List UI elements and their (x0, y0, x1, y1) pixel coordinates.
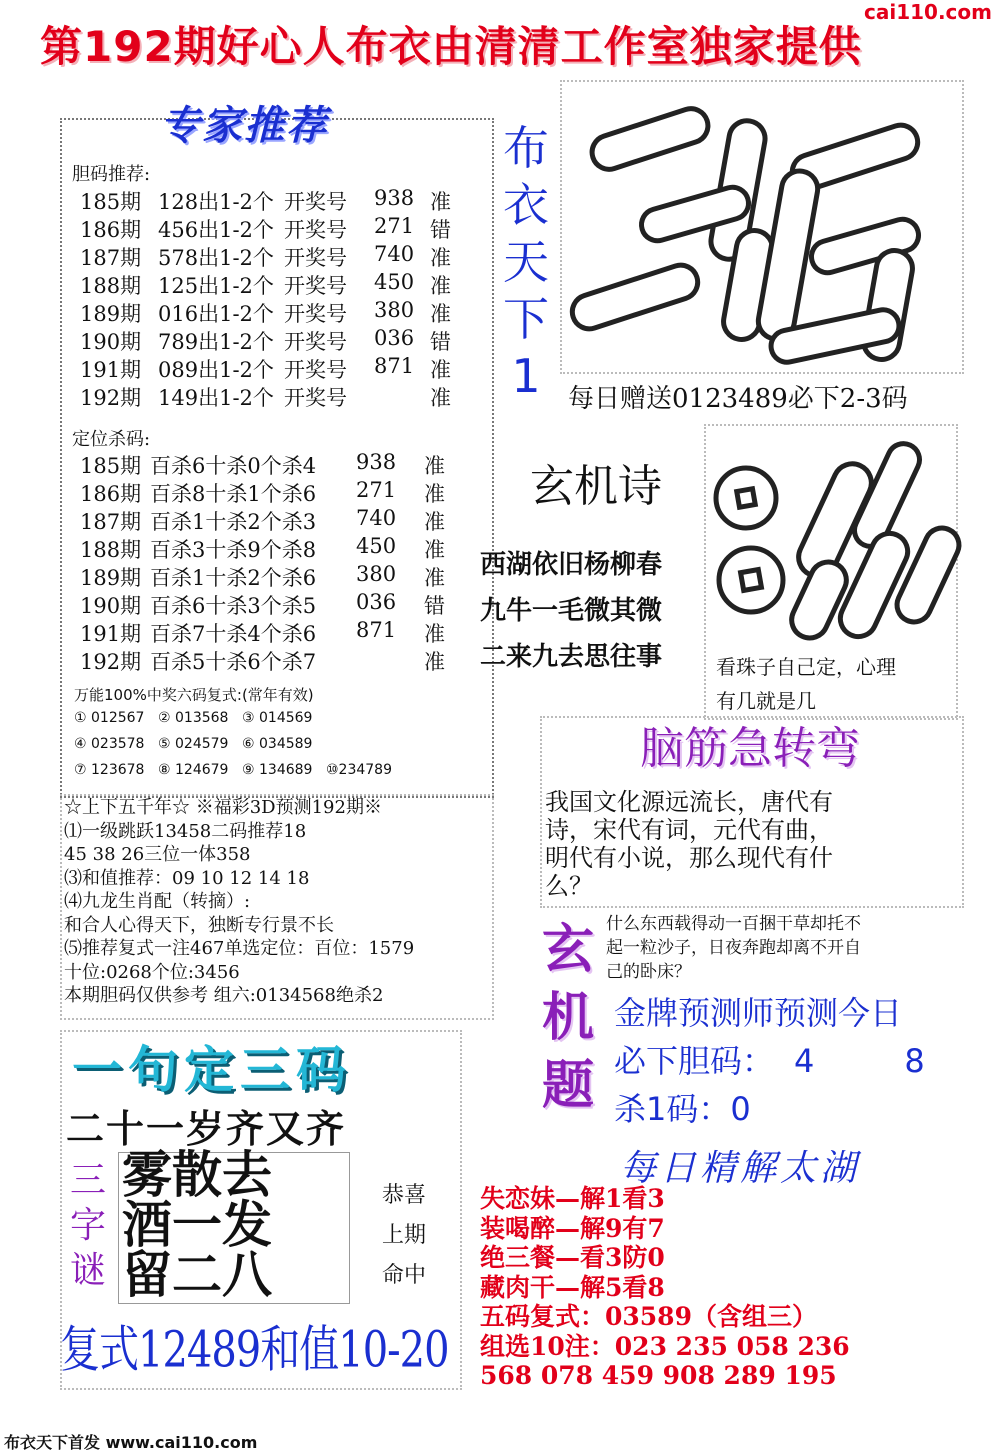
six-code-cell: ⑥ 034589 (242, 736, 313, 752)
result-cell: 740 (374, 242, 415, 266)
riddle-line: 雾散去 (122, 1145, 272, 1204)
issue-cell: 189期 (80, 302, 142, 326)
result-cell: 036 (356, 590, 397, 614)
kill-row (80, 618, 454, 646)
issue-cell: 192期 (80, 386, 142, 410)
riddle-line: 留二八 (122, 1245, 272, 1304)
riddle-lines (122, 1145, 272, 1304)
kill-one-value: 0 (730, 1090, 751, 1128)
riddle-title: 脑筋急转弯 (640, 723, 860, 774)
result-cell: 380 (356, 562, 397, 586)
result-cell (374, 382, 430, 410)
congrats-note (382, 1176, 426, 1296)
result-cell (356, 646, 424, 674)
verdict-cell: 准 (424, 566, 445, 590)
six-code-row (74, 710, 410, 736)
bu-yi-tian-xia-title (496, 120, 556, 405)
taihu-line: 组选10注：023 235 058 236 (480, 1331, 850, 1361)
xuanji-title-char: 玄 (541, 920, 594, 980)
coins-beads-graphic (706, 420, 966, 650)
taihu-line: 568 078 459 908 289 195 (480, 1361, 837, 1390)
taihu-title: 每日精解太湖 (620, 1148, 861, 1189)
result-cell: 938 (356, 450, 397, 474)
six-code-row (74, 762, 410, 788)
pick-cell: 016出1-2个 (158, 302, 274, 326)
verdict-cell: 错 (430, 218, 451, 242)
verdict-cell: 准 (430, 274, 451, 298)
wuqian-line: ⑶和值推荐：09 10 12 14 18 (64, 867, 310, 889)
dan-row (80, 298, 460, 326)
result-cell: 871 (356, 618, 397, 642)
result-cell: 871 (374, 354, 415, 378)
verdict-cell: 准 (430, 358, 451, 382)
congrats-line: 命中 (382, 1263, 427, 1288)
pick-cell: 089出1-2个 (158, 358, 274, 382)
poem-line: 二来九去思往事 (480, 642, 663, 672)
verdict-cell: 准 (424, 650, 445, 674)
six-code-cell: ⑩234789 (326, 762, 392, 778)
yiju-title: 一句定三码 (72, 1041, 352, 1099)
result-cell: 271 (356, 478, 397, 502)
six-code-list (74, 710, 410, 788)
verdict-cell: 准 (424, 538, 445, 562)
verdict-cell: 准 (430, 386, 451, 410)
footer-source: 布衣天下首发 www.cai110.com (4, 1433, 258, 1452)
result-cell: 450 (374, 270, 415, 294)
riddle-text (545, 788, 833, 900)
wuqian-line: ⑷九龙生肖配（转摘）: (64, 891, 251, 912)
verdict-cell: 错 (424, 594, 445, 618)
dan-row (80, 326, 460, 354)
six-code-cell: ① 012567 (74, 710, 145, 726)
pick-cell: 百杀5十杀6个杀7 (150, 650, 317, 674)
riddle-line: 我国文化源远流长，唐代有 (545, 788, 833, 816)
six-code-cell: ③ 014569 (242, 710, 313, 726)
dan-table (80, 186, 460, 410)
taihu-line: 藏肉干—解5看8 (480, 1272, 665, 1302)
pick-cell: 百杀1十杀2个杀3 (150, 510, 317, 534)
taihu-line: 装喝醉—解9有7 (480, 1213, 665, 1243)
title-char: 天 (503, 235, 549, 289)
beads-note-line: 看珠子自己定，心理 (716, 655, 896, 679)
taihu-line: 五码复式：03589（含组三） (480, 1302, 817, 1331)
kill-row (80, 478, 454, 506)
title-char: 布 (503, 121, 549, 175)
dan-label: 胆码推荐: (72, 164, 151, 185)
verdict-cell: 准 (430, 246, 451, 270)
result-cell: 380 (374, 298, 415, 322)
wuqian-line: 45 38 26三位一体358 (64, 844, 251, 865)
verdict-cell: 准 (430, 190, 451, 214)
label-cell: 开奖号 (284, 246, 347, 270)
label-cell: 开奖号 (284, 302, 347, 326)
pick-cell: 578出1-2个 (158, 246, 274, 270)
pick-cell: 百杀7十杀4个杀6 (150, 622, 317, 646)
issue-cell: 189期 (80, 566, 142, 590)
kill-row (80, 534, 454, 562)
issue-cell: 187期 (80, 246, 142, 270)
result-cell: 036 (374, 326, 415, 350)
issue-cell: 191期 (80, 622, 142, 646)
issue-cell: 186期 (80, 218, 142, 242)
six-code-cell: ④ 023578 (74, 736, 145, 752)
result-cell: 450 (356, 534, 397, 558)
must-dan-label: 必下胆码： (614, 1042, 775, 1080)
issue-cell: 188期 (80, 538, 142, 562)
san-zi-mi-char: 三 (69, 1160, 106, 1201)
san-zi-mi-char: 谜 (69, 1250, 106, 1291)
verdict-cell: 准 (424, 454, 445, 478)
pick-cell: 百杀8十杀1个杀6 (150, 482, 317, 506)
label-cell: 开奖号 (284, 190, 347, 214)
issue-cell: 186期 (80, 482, 142, 506)
beads-note-line: 有几就是几 (716, 689, 816, 713)
poem-lines (480, 542, 662, 680)
big-number-36-graphic (560, 80, 980, 370)
issue-cell: 190期 (80, 594, 142, 618)
label-cell: 开奖号 (284, 274, 347, 298)
dan-row (80, 354, 460, 382)
verdict-cell: 准 (430, 302, 451, 326)
riddle-line: 么？ (545, 872, 593, 900)
title-char: 1 (511, 349, 541, 403)
xuanji-title (538, 916, 598, 1120)
xuanji-question-line: 什么东西载得动一百捆干草却托不 (606, 914, 861, 934)
daily-gift: 每日赠送0123489必下2-3码 (568, 384, 908, 414)
result-cell: 938 (374, 186, 415, 210)
taihu-line: 失恋妹—解1看3 (480, 1184, 665, 1213)
riddle-line: 明代有小说，那么现代有什 (545, 844, 833, 872)
issue-cell: 191期 (80, 358, 142, 382)
label-cell: 开奖号 (284, 358, 347, 382)
kill-table (80, 450, 454, 674)
poem-title: 玄机诗 (530, 461, 662, 512)
xuanji-question (606, 912, 861, 984)
six-code-cell: ⑨ 134689 (242, 762, 313, 778)
verdict-cell: 准 (424, 510, 445, 534)
kill-row (80, 590, 454, 618)
beads-note (716, 650, 896, 718)
pick-cell: 百杀1十杀2个杀6 (150, 566, 317, 590)
wuqian-text (64, 796, 414, 1008)
result-cell: 271 (374, 214, 415, 238)
must-dan-row (614, 1036, 925, 1082)
six-code-cell: ⑦ 123678 (74, 762, 145, 778)
wuqian-line: ⑴一级跳跃13458二码推荐18 (64, 820, 307, 842)
issue-cell: 190期 (80, 330, 142, 354)
verdict-cell: 错 (430, 330, 451, 354)
kill-row (80, 506, 454, 534)
gold-predictor-title: 金牌预测师预测今日 (614, 994, 903, 1032)
dan-row (80, 214, 460, 242)
dan-row (80, 186, 460, 214)
six-code-cell: ⑤ 024579 (158, 736, 229, 752)
riddle-line: 酒一发 (122, 1195, 272, 1254)
taihu-line: 绝三餐—看3防0 (480, 1243, 665, 1272)
six-code-title: 万能100%中奖六码复式:(常年有效) (74, 686, 314, 704)
kill-one-row (614, 1084, 751, 1130)
main-title: 第192期好心人布衣由清清工作室独家提供 (40, 22, 862, 71)
kill-row (80, 450, 454, 478)
xuanji-question-line: 己的卧床？ (606, 962, 691, 982)
issue-cell: 185期 (80, 454, 142, 478)
must-dan-value: 8 (904, 1042, 925, 1080)
wuqian-line: 本期胆码仅供参考 组六:0134568绝杀2 (64, 985, 384, 1006)
pick-cell: 149出1-2个 (158, 386, 274, 410)
taihu-lines (480, 1184, 850, 1391)
site-watermark: cai110.com (864, 0, 992, 24)
pick-cell: 128出1-2个 (158, 190, 274, 214)
kill-one-label: 杀1码： (614, 1090, 731, 1128)
kill-label: 定位杀码: (72, 429, 151, 450)
label-cell: 开奖号 (284, 386, 347, 410)
verdict-cell: 准 (424, 622, 445, 646)
pick-cell: 125出1-2个 (158, 274, 274, 298)
poem-line: 九牛一毛微其微 (480, 596, 663, 626)
congrats-line: 恭喜 (382, 1183, 427, 1208)
expert-title: 专家推荐 (160, 103, 328, 149)
pick-cell: 百杀6十杀0个杀4 (150, 454, 317, 478)
pick-cell: 百杀3十杀9个杀8 (150, 538, 317, 562)
congrats-line: 上期 (382, 1223, 427, 1248)
wuqian-line: ⑸推荐复式一注467单选定位：百位：1579 (64, 938, 415, 959)
kill-row (80, 646, 454, 674)
xuanji-title-char: 题 (541, 1056, 594, 1116)
fushi-bottom: 复式12489和值10-20 (60, 1321, 449, 1379)
label-cell: 开奖号 (284, 218, 347, 242)
must-dan-value: 4 (794, 1042, 815, 1080)
san-zi-mi-label (66, 1158, 110, 1293)
wuqian-line: 十位:0268个位:3456 (64, 961, 240, 983)
six-code-row (74, 736, 410, 762)
dan-row (80, 242, 460, 270)
yiju-phrase: 二十一岁齐又齐 (66, 1107, 347, 1151)
title-char: 衣 (503, 178, 549, 232)
wuqian-line: 和合人心得天下，独断专行景不长 (64, 914, 334, 936)
san-zi-mi-char: 字 (69, 1205, 106, 1246)
kill-row (80, 562, 454, 590)
issue-cell: 192期 (80, 650, 142, 674)
dan-row (80, 382, 460, 410)
six-code-cell: ② 013568 (158, 710, 229, 726)
issue-cell: 188期 (80, 274, 142, 298)
riddle-line: 诗，宋代有词，元代有曲， (545, 816, 833, 844)
issue-cell: 187期 (80, 510, 142, 534)
pick-cell: 789出1-2个 (158, 330, 274, 354)
xuanji-title-char: 机 (541, 988, 594, 1048)
issue-cell: 185期 (80, 190, 142, 214)
dan-row (80, 270, 460, 298)
wuqian-line: ☆上下五千年☆ ※福彩3D预测192期※ (64, 797, 382, 818)
pick-cell: 456出1-2个 (158, 218, 274, 242)
six-code-cell: ⑧ 124679 (158, 762, 229, 778)
title-char: 下 (503, 292, 549, 346)
pick-cell: 百杀6十杀3个杀5 (150, 594, 317, 618)
result-cell: 740 (356, 506, 397, 530)
label-cell: 开奖号 (284, 330, 347, 354)
verdict-cell: 准 (424, 482, 445, 506)
poem-line: 西湖依旧杨柳春 (480, 550, 663, 580)
xuanji-question-line: 起一粒沙子，日夜奔跑却离不开自 (606, 938, 861, 958)
